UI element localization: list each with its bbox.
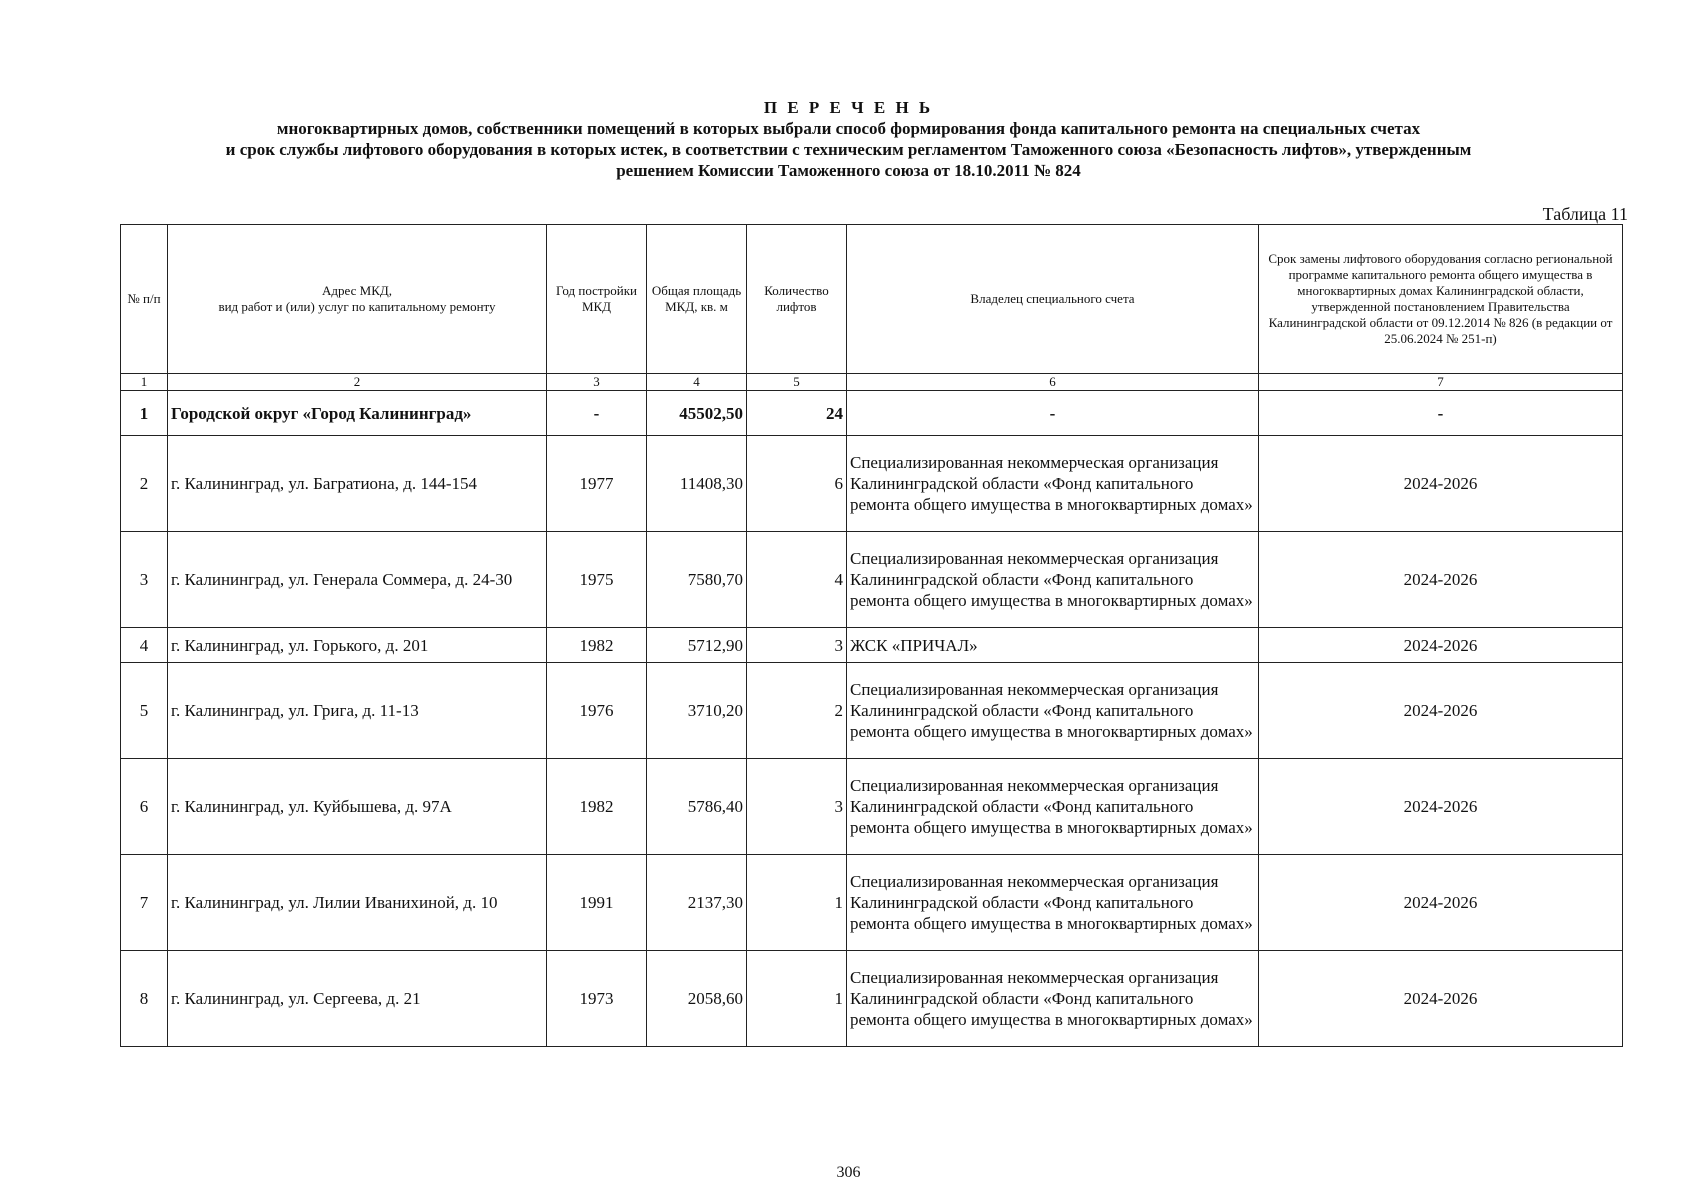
col-header-year: Год постройки МКД bbox=[547, 225, 647, 374]
heading-line-2: и срок службы лифтового оборудования в которых истек, в соответствии с техническим регламентом Таможенного союза «Безопасность лифтов», утвержденным bbox=[225, 140, 1472, 159]
col-header-address-line2: вид работ и (или) услуг по капитальному ремонту bbox=[218, 299, 496, 314]
column-number: 2 bbox=[168, 374, 547, 391]
cell-owner: Специализированная некоммерческая организация Калининградской области «Фонд капитального ремонта общего имущества в многоквартирных домах» bbox=[847, 951, 1259, 1047]
cell-owner: - bbox=[847, 391, 1259, 436]
cell-owner: Специализированная некоммерческая организация Калининградской области «Фонд капитального ремонта общего имущества в многоквартирных домах» bbox=[847, 759, 1259, 855]
cell-lifts: 24 bbox=[747, 391, 847, 436]
cell-lifts: 3 bbox=[747, 628, 847, 663]
cell-lifts: 3 bbox=[747, 759, 847, 855]
cell-year: 1982 bbox=[547, 628, 647, 663]
cell-idx: 2 bbox=[121, 436, 168, 532]
table-row bbox=[121, 436, 1623, 532]
col-header-term: Срок замены лифтового оборудования согласно региональной программе капитального ремонта общего имущества в многоквартирных домах Калининградской области, утвержденной постановлением Правительства Калининградской области от 09.12.2014 № 826 (в редакции от 25.06.2024 № 251-п) bbox=[1259, 225, 1623, 374]
cell-year: 1982 bbox=[547, 759, 647, 855]
cell-year: 1976 bbox=[547, 663, 647, 759]
table-row bbox=[121, 663, 1623, 759]
cell-area: 7580,70 bbox=[647, 532, 747, 628]
cell-owner: Специализированная некоммерческая организация Калининградской области «Фонд капитального ремонта общего имущества в многоквартирных домах» bbox=[847, 532, 1259, 628]
table-row bbox=[121, 628, 1623, 663]
col-header-address bbox=[168, 225, 547, 374]
page-number: 306 bbox=[836, 1164, 861, 1181]
cell-term: 2024-2026 bbox=[1259, 436, 1623, 532]
cell-year: 1991 bbox=[547, 855, 647, 951]
cell-address: г. Калининград, ул. Горького, д. 201 bbox=[168, 628, 547, 663]
cell-area: 2058,60 bbox=[647, 951, 747, 1047]
heading-line-1: многоквартирных домов, собственники помещений в которых выбрали способ формирования фонда капитального ремонта на специальных счетах bbox=[276, 119, 1421, 138]
cell-term: - bbox=[1259, 391, 1623, 436]
column-number: 5 bbox=[747, 374, 847, 391]
document-heading bbox=[0, 97, 1697, 181]
cell-year: 1975 bbox=[547, 532, 647, 628]
col-header-owner: Владелец специального счета bbox=[847, 225, 1259, 374]
heading-line-3: решением Комиссии Таможенного союза от 18.10.2011 № 824 bbox=[616, 161, 1081, 180]
cell-term: 2024-2026 bbox=[1259, 951, 1623, 1047]
cell-idx: 7 bbox=[121, 855, 168, 951]
cell-term: 2024-2026 bbox=[1259, 855, 1623, 951]
buildings-table bbox=[120, 224, 1623, 1047]
cell-idx: 5 bbox=[121, 663, 168, 759]
col-header-lifts: Количество лифтов bbox=[747, 225, 847, 374]
cell-lifts: 2 bbox=[747, 663, 847, 759]
cell-address: Городской округ «Город Калининград» bbox=[168, 391, 547, 436]
cell-term: 2024-2026 bbox=[1259, 532, 1623, 628]
column-number: 1 bbox=[121, 374, 168, 391]
cell-lifts: 6 bbox=[747, 436, 847, 532]
cell-year: - bbox=[547, 391, 647, 436]
cell-idx: 6 bbox=[121, 759, 168, 855]
cell-owner: Специализированная некоммерческая организация Калининградской области «Фонд капитального ремонта общего имущества в многоквартирных домах» bbox=[847, 663, 1259, 759]
cell-term: 2024-2026 bbox=[1259, 628, 1623, 663]
cell-term: 2024-2026 bbox=[1259, 759, 1623, 855]
cell-address: г. Калининград, ул. Куйбышева, д. 97А bbox=[168, 759, 547, 855]
cell-area: 45502,50 bbox=[647, 391, 747, 436]
table-row-total bbox=[121, 391, 1623, 436]
cell-area: 3710,20 bbox=[647, 663, 747, 759]
cell-lifts: 1 bbox=[747, 855, 847, 951]
table-row bbox=[121, 532, 1623, 628]
col-header-address-line1: Адрес МКД, bbox=[322, 283, 392, 298]
col-header-area: Общая площадь МКД, кв. м bbox=[647, 225, 747, 374]
table-label: Таблица 11 bbox=[1542, 204, 1628, 224]
cell-address: г. Калининград, ул. Лилии Иванихиной, д. 10 bbox=[168, 855, 547, 951]
cell-owner: Специализированная некоммерческая организация Калининградской области «Фонд капитального ремонта общего имущества в многоквартирных домах» bbox=[847, 436, 1259, 532]
cell-idx: 4 bbox=[121, 628, 168, 663]
cell-owner: Специализированная некоммерческая организация Калининградской области «Фонд капитального ремонта общего имущества в многоквартирных домах» bbox=[847, 855, 1259, 951]
column-number: 7 bbox=[1259, 374, 1623, 391]
cell-address: г. Калининград, ул. Генерала Соммера, д. 24-30 bbox=[168, 532, 547, 628]
cell-address: г. Калининград, ул. Сергеева, д. 21 bbox=[168, 951, 547, 1047]
document-title: П Е Р Е Ч Е Н Ь bbox=[763, 98, 934, 117]
column-number: 6 bbox=[847, 374, 1259, 391]
cell-area: 11408,30 bbox=[647, 436, 747, 532]
cell-area: 2137,30 bbox=[647, 855, 747, 951]
cell-idx: 1 bbox=[121, 391, 168, 436]
cell-lifts: 1 bbox=[747, 951, 847, 1047]
table-header-row bbox=[121, 225, 1623, 374]
cell-lifts: 4 bbox=[747, 532, 847, 628]
column-number: 4 bbox=[647, 374, 747, 391]
cell-term: 2024-2026 bbox=[1259, 663, 1623, 759]
cell-idx: 3 bbox=[121, 532, 168, 628]
cell-area: 5786,40 bbox=[647, 759, 747, 855]
table-row bbox=[121, 759, 1623, 855]
column-number: 3 bbox=[547, 374, 647, 391]
table-row bbox=[121, 855, 1623, 951]
cell-owner: ЖСК «ПРИЧАЛ» bbox=[847, 628, 1259, 663]
col-header-idx: № п/п bbox=[121, 225, 168, 374]
cell-year: 1973 bbox=[547, 951, 647, 1047]
cell-area: 5712,90 bbox=[647, 628, 747, 663]
cell-idx: 8 bbox=[121, 951, 168, 1047]
cell-address: г. Калининград, ул. Грига, д. 11-13 bbox=[168, 663, 547, 759]
cell-address: г. Калининград, ул. Багратиона, д. 144-154 bbox=[168, 436, 547, 532]
column-number-row bbox=[121, 374, 1623, 391]
cell-year: 1977 bbox=[547, 436, 647, 532]
table-row bbox=[121, 951, 1623, 1047]
